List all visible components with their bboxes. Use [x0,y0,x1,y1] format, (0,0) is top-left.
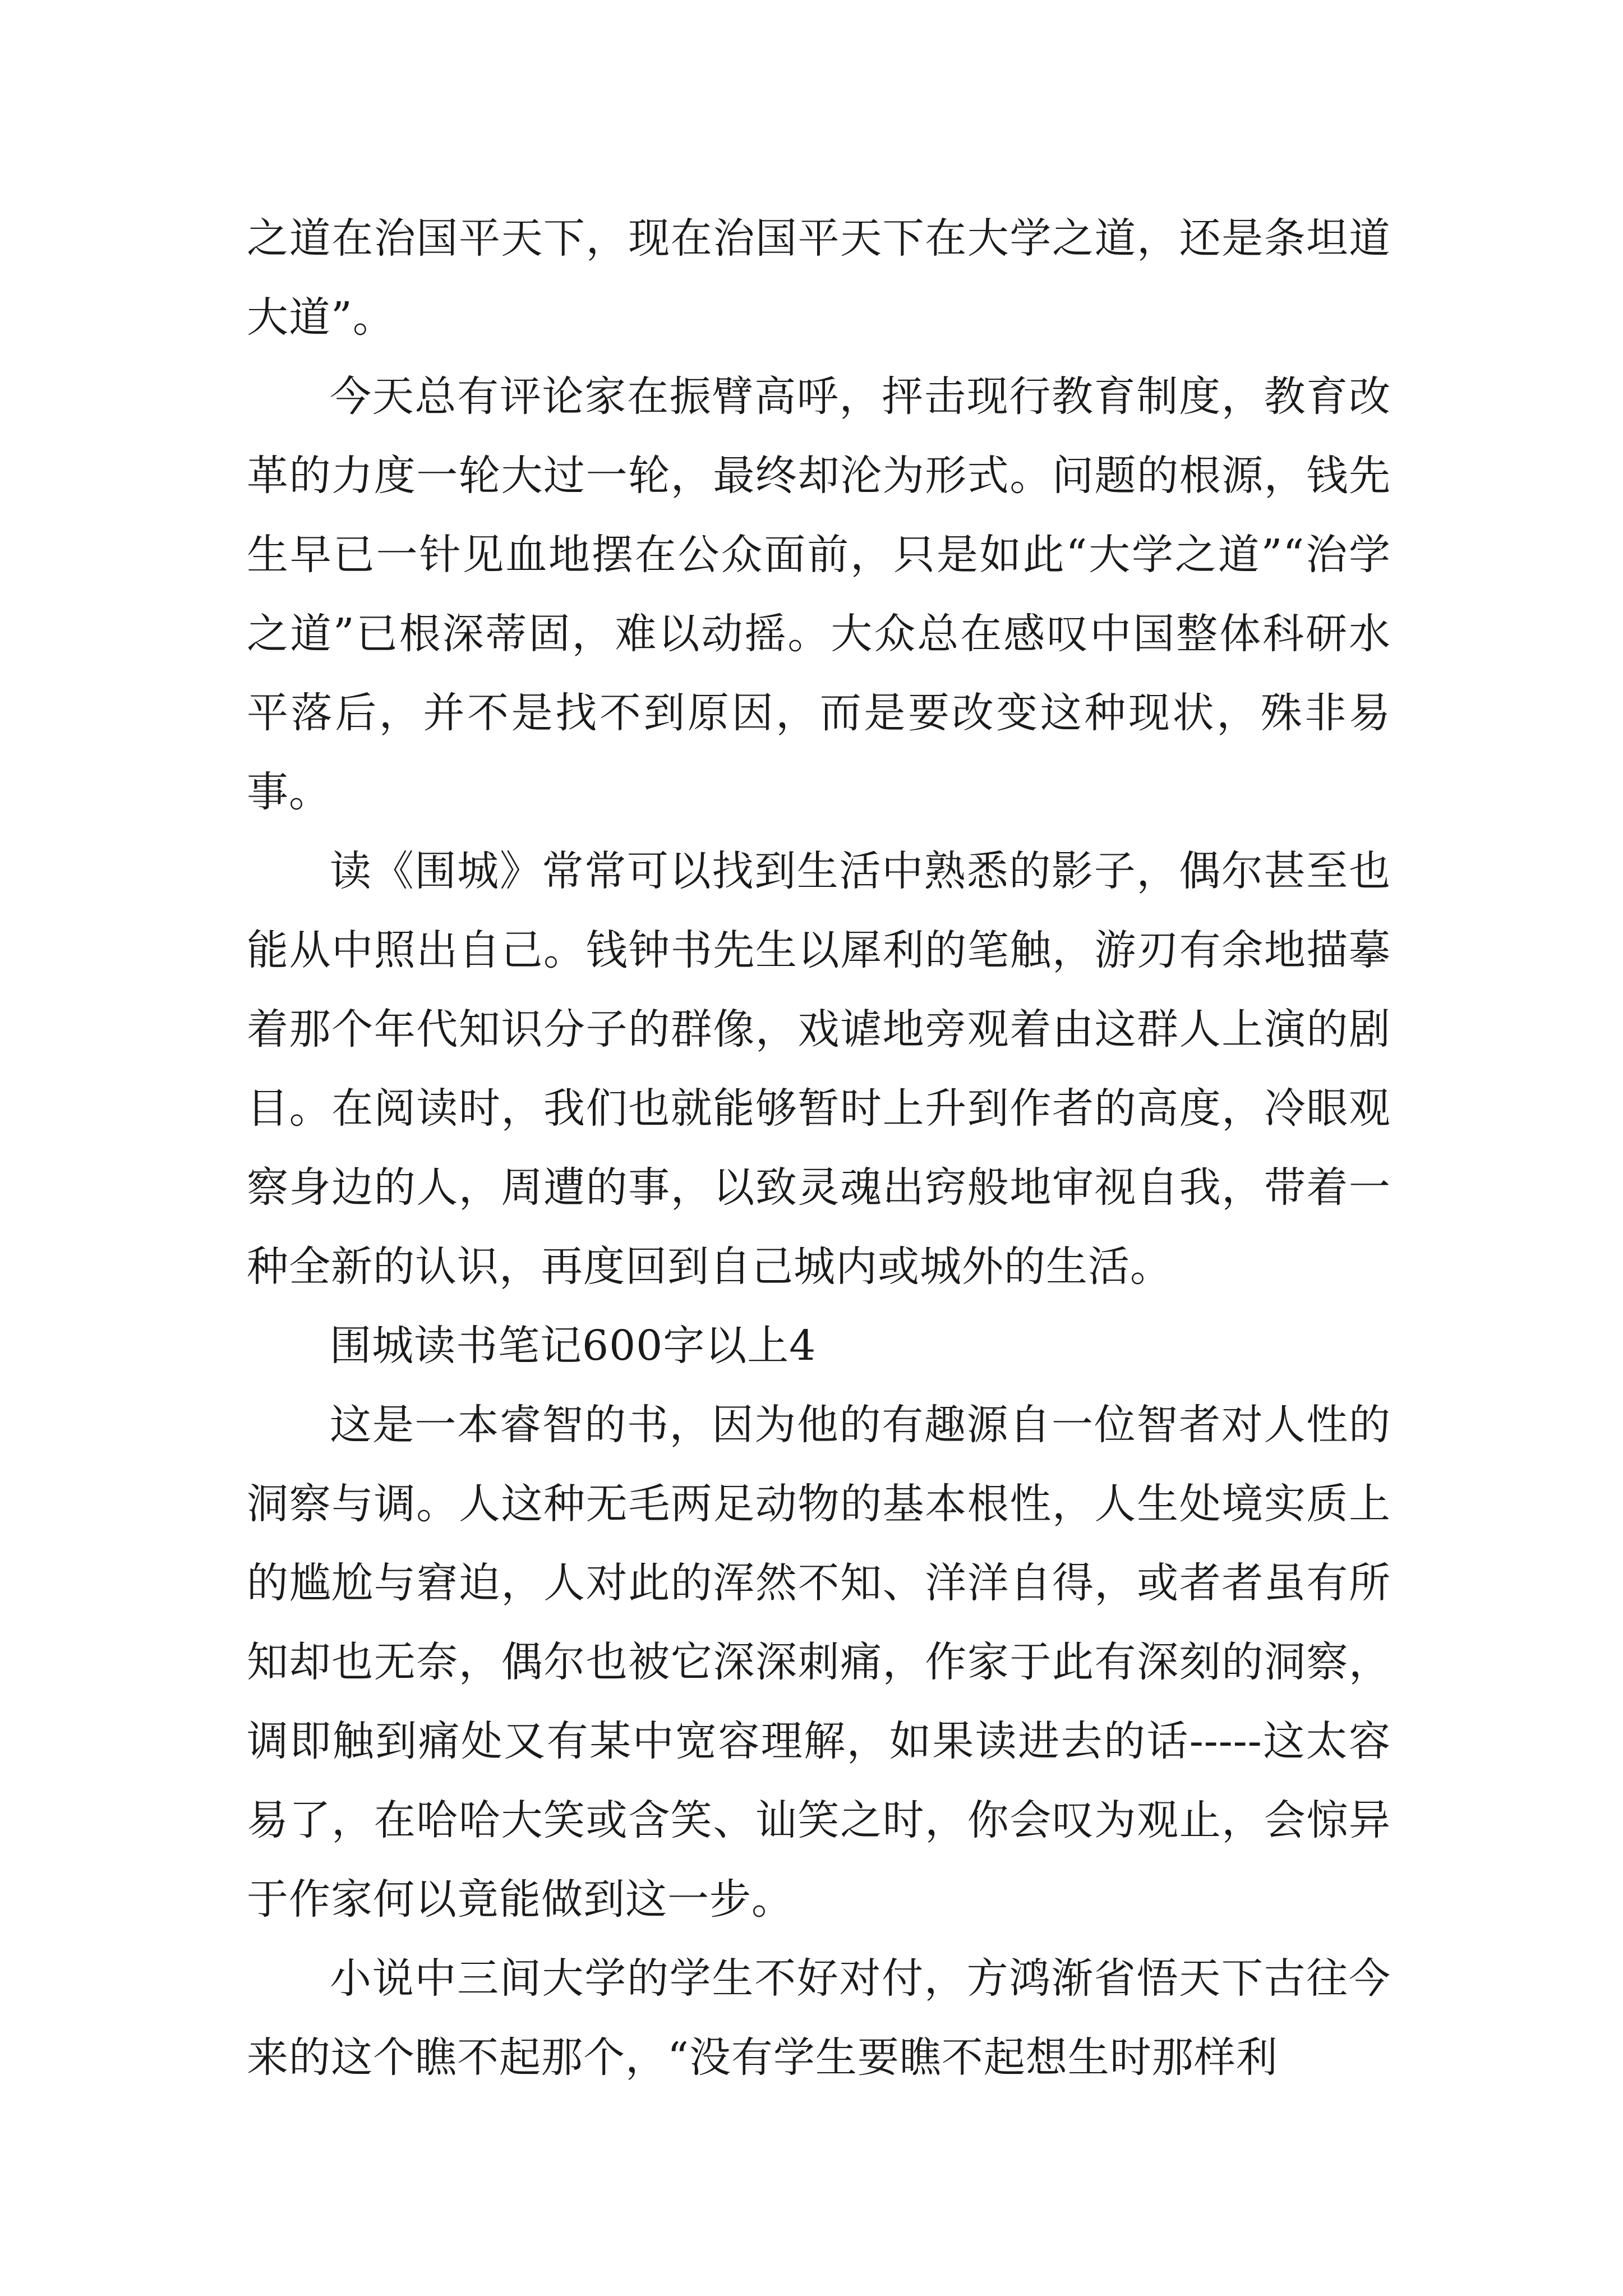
paragraph: 今天总有评论家在振臂高呼，抨击现行教育制度，教育改革的力度一轮大过一轮，最终却沦为形式。问题的根源，钱先生早已一针见血地摆在公众面前，只是如此“大学之道”“治学之道”已根深蒂固，难以动摇。大众总在感叹中国整体科研水平落后，并不是找不到原因，而是要改变这种现状，殊非易事。 [247,372,1391,816]
section-heading: 围城读书笔记600字以上4 [330,1322,817,1370]
document-body [247,199,1391,2097]
paragraph: 读《围城》常常可以找到生活中熟悉的影子，偶尔甚至也能从中照出自己。钱钟书先生以犀利的笔触，游刃有余地描摹着那个年代知识分子的群像，戏谑地旁观着由这群人上演的剧目。在阅读时，我们也就能够暂时上升到作者的高度，冷眼观察身边的人，周遭的事，以致灵魂出窍般地审视自我，带着一种全新的认识，再度回到自己城内或城外的生活。 [247,847,1391,1291]
paragraph: 这是一本睿智的书，因为他的有趣源自一位智者对人性的洞察与调。人这种无毛两足动物的基本根性，人生处境实质上的尴尬与窘迫，人对此的浑然不知、洋洋自得，或者者虽有所知却也无奈，偶尔也被它深深刺痛，作家于此有深刻的洞察，调即触到痛处又有某中宽容理解，如果读进去的话-----这太容易了，在哈哈大笑或含笑、讪笑之时，你会叹为观止，会惊异于作家何以竟能做到这一步。 [247,1401,1391,1924]
paragraph: 小说中三间大学的学生不好对付，方鸿渐省悟天下古往今来的这个瞧不起那个，“没有学生要瞧不起想生时那样利 [247,1954,1391,2082]
paragraph: 之道在治国平天下，现在治国平天下在大学之道，还是条坦道大道”。 [247,214,1391,342]
